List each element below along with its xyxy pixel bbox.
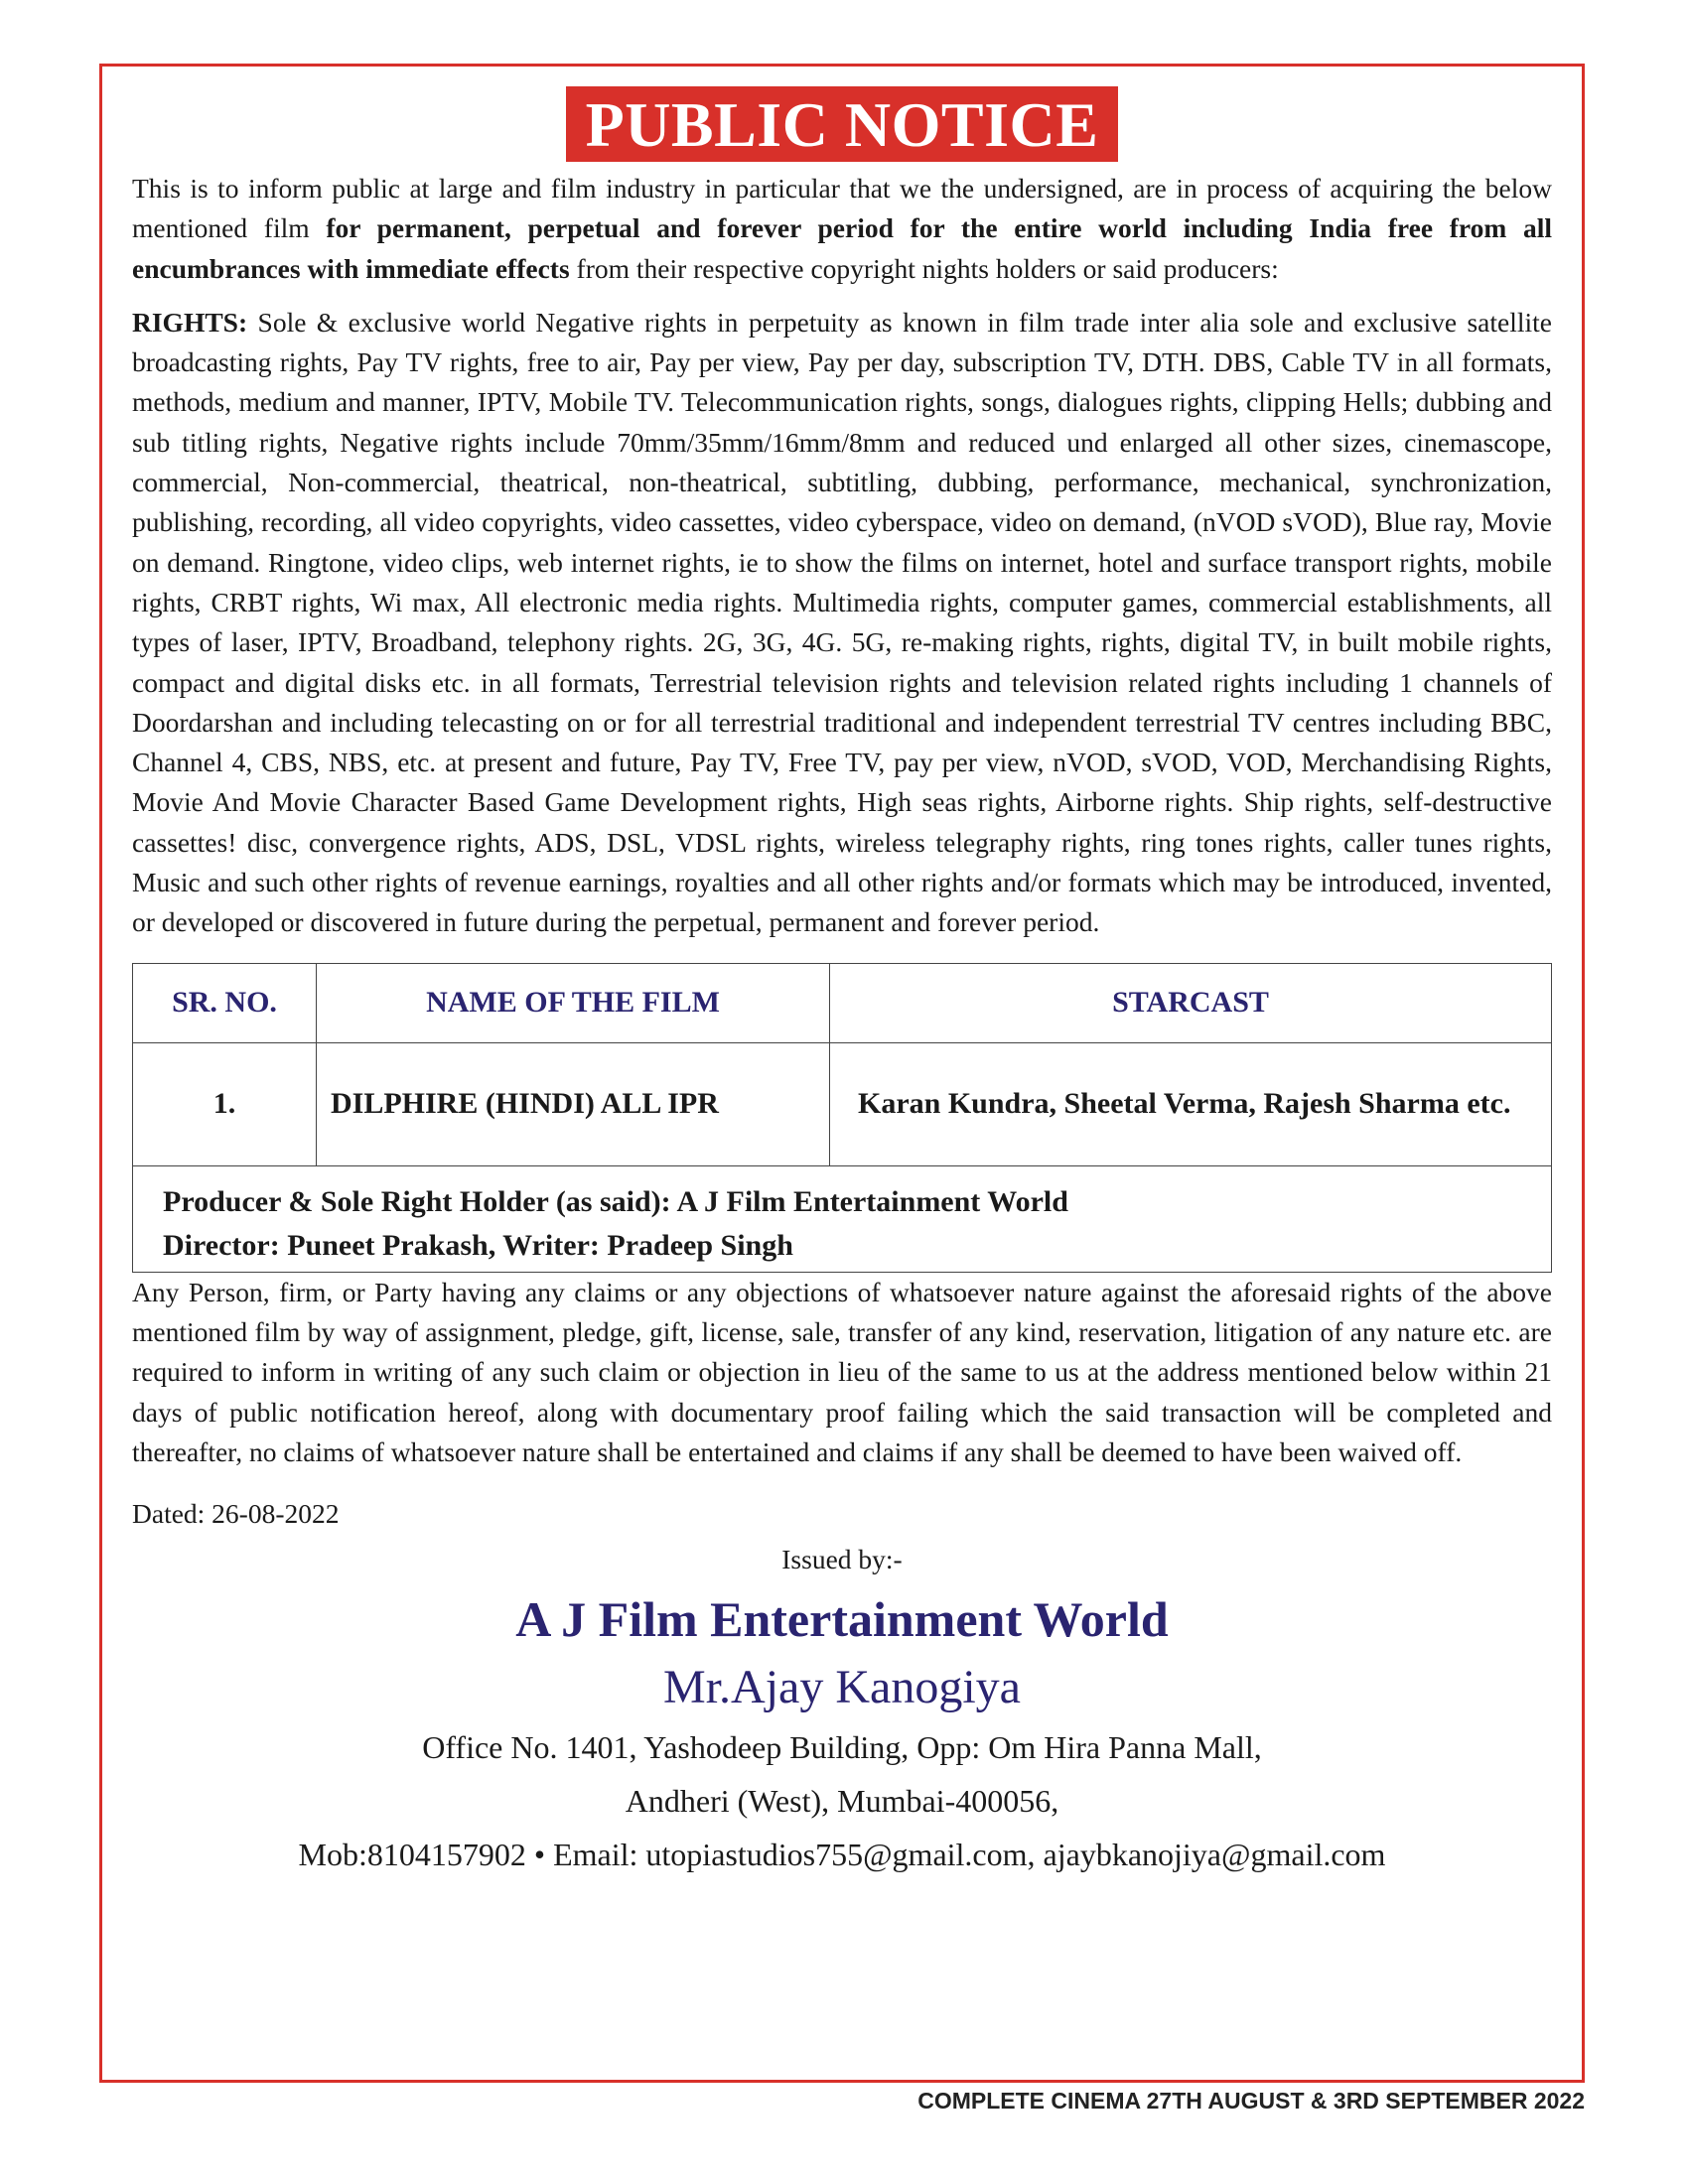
header-film-name: NAME OF THE FILM xyxy=(317,963,830,1042)
issued-by-label: Issued by:- xyxy=(781,1544,903,1575)
publication-footer: COMPLETE CINEMA 27TH AUGUST & 3RD SEPTEMBER 2022 xyxy=(917,2088,1585,2114)
cell-starcast: Karan Kundra, Sheetal Verma, Rajesh Sharma etc. xyxy=(830,1042,1552,1165)
notice-frame xyxy=(99,64,1585,2083)
objection-paragraph: Any Person, firm, or Party having any claims or any objections of whatsoever nature against the aforesaid rights of the above mentioned film by way of assignment, pledge, gift, license, sale, transfer of any kind, reservation, litigation of any nature etc. are required to inform in writing of any such claim or objection in lieu of the same to us at the address mentioned below within 21 days of public notification hereof, along with documentary proof failing which the said transaction will be completed and thereafter, no claims of whatsoever nature shall be entertained and claims if any shall be deemed to have been waived off. xyxy=(132,1276,1552,1467)
cell-film-name: DILPHIRE (HINDI) ALL IPR xyxy=(317,1042,830,1165)
notice-title: PUBLIC NOTICE xyxy=(566,86,1119,162)
company-name: A J Film Entertainment World xyxy=(515,1591,1169,1648)
credits-row xyxy=(133,1165,1552,1272)
rights-paragraph xyxy=(132,303,1552,943)
address-line-2: Andheri (West), Mumbai-400056, xyxy=(625,1783,1059,1820)
intro-bold-text: for permanent, perpetual and forever period for the entire world including India free from all encumbrances with immediate effects xyxy=(132,212,1552,284)
notice-content xyxy=(132,169,1552,1877)
contact-line: Mob:8104157902 • Email: utopiastudios755@gmail.com, ajaybkanojiya@gmail.com xyxy=(298,1837,1386,1873)
director-line: Director: Puneet Prakash, Writer: Pradeep Singh xyxy=(163,1228,793,1262)
title-wrap xyxy=(102,86,1582,162)
intro-paragraph xyxy=(132,169,1552,289)
intro-text-2: from their respective copyright nights holders or said producers: xyxy=(569,252,1279,284)
producer-line: Producer & Sole Right Holder (as said): A J Film Entertainment World xyxy=(163,1184,1068,1218)
table-header-row xyxy=(133,963,1552,1042)
person-name: Mr.Ajay Kanogiya xyxy=(663,1661,1021,1714)
cell-sr-no: 1. xyxy=(133,1042,317,1165)
intro-text-1: This is to inform public at large and film industry in particular that we the undersigned, are in process of acquiring the below mentioned film xyxy=(132,173,1552,244)
film-table xyxy=(132,963,1552,1273)
credits-cell xyxy=(133,1165,1552,1272)
address-line-1: Office No. 1401, Yashodeep Building, Opp: Om Hira Panna Mall, xyxy=(422,1729,1262,1766)
rights-label: RIGHTS: xyxy=(132,306,248,338)
header-sr-no: SR. NO. xyxy=(133,963,317,1042)
dated-line: Dated: 26-08-2022 xyxy=(132,1498,340,1530)
table-row xyxy=(133,1042,1552,1165)
rights-text: Sole & exclusive world Negative rights in perpetuity as known in film trade inter alia sole and exclusive satellite broadcasting rights, Pay TV rights, free to air, Pay per view, Pay per day, subscription TV, DTH. DBS, Cable TV in all formats, methods, medium and manner, IPTV, Mobile TV. Telecommunication rights, songs, dialogues rights, clipping Hells; dubbing and sub titling rights, Negative rights include 70mm/35mm/16mm/8mm and reduced und enlarged all other sizes, cinemascope, commercial, Non-commercial, theatrical, non-theatrical, subtitling, dubbing, performance, mechanical, synchronization, publishing, recording, all video copyrights, video cassettes, video cyberspace, video on demand, (nVOD sVOD), Blue ray, Movie on demand. Ringtone, video clips, web internet rights, ie to show the films on internet, hotel and surface transport rights, mobile rights, CRBT rights, Wi max, All electronic media rights. Multimedia rights, computer games, commercial establishments, all types of laser, IPTV, Broadband, telephony rights. 2G, 3G, 4G. 5G, re-making rights, rights, digital TV, in built mobile rights, compact and digital disks etc. in all formats, Terrestrial television rights and television related rights including 1 channels of Doordarshan and including telecasting on or for all terrestrial traditional and independent terrestrial TV centres including BBC, Channel 4, CBS, NBS, etc. at present and future, Pay TV, Free TV, pay per view, nVOD, sVOD, VOD, Merchandising Rights, Movie And Movie Character Based Game Development rights, High seas rights, Airborne rights. Ship rights, self-destructive cassettes! disc, convergence rights, ADS, DSL, VDSL rights, wireless telegraphy rights, ring tones rights, caller tunes rights, Music and such other rights of revenue earnings, royalties and all other rights and/or formats which may be introduced, invented, or developed or discovered in future during the perpetual, permanent and forever period. xyxy=(132,306,1552,938)
header-starcast: STARCAST xyxy=(830,963,1552,1042)
